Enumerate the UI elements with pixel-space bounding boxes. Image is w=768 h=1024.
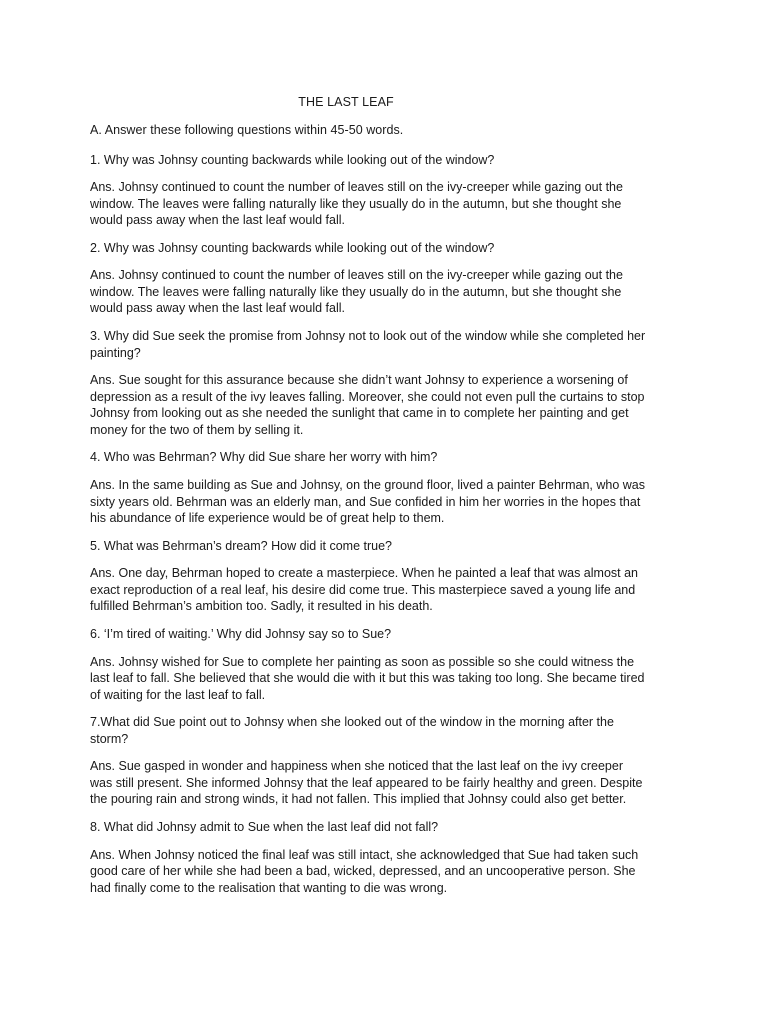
answer-text (90, 654, 690, 704)
answer-text (90, 565, 690, 615)
answer-line: sixty years old. Behrman was an elderly man, and Sue confided in him her worries in the hopes that (90, 494, 641, 509)
answer-line: exact reproduction of a real leaf, his desire did come true. This masterpiece saved a young life and (90, 582, 636, 597)
answer-line: Ans. Sue sought for this assurance because she didn’t want Johnsy to experience a worsening of (90, 373, 628, 388)
answer-line: window. The leaves were falling naturally like they usually do in the autumn, but she thought she (90, 284, 622, 299)
answer-line: Johnsy from looking out as she needed the sunlight that came in to complete her painting and get (90, 406, 629, 421)
answer-text (90, 477, 690, 527)
answer-text (90, 372, 690, 438)
question-answer-list (90, 152, 690, 897)
answer-line: Ans. Johnsy continued to count the number of leaves still on the ivy-creeper while gazing out the (90, 180, 623, 194)
answer-line: last leaf to fall. She believed that she would die with it but this was taking too long. She became tired (90, 671, 645, 686)
answer-line: Ans. Johnsy wished for Sue to complete her painting as soon as possible so she could witness the (90, 654, 635, 669)
qa-item (90, 819, 690, 896)
answer-line: Ans. In the same building as Sue and Johnsy, on the ground floor, lived a painter Behrman, who was (90, 477, 645, 492)
answer-line: Ans. Sue gasped in wonder and happiness when she noticed that the last leaf on the ivy creeper (90, 759, 623, 774)
answer-line: would pass away when the last leaf would fall. (90, 213, 346, 228)
qa-item (90, 714, 690, 808)
question-text: 5. What was Behrman’s dream? How did it come true? (90, 538, 392, 553)
qa-item (90, 449, 690, 526)
qa-item (90, 152, 690, 229)
question-text: 6. ‘I’m tired of waiting.’ Why did Johnsy say so to Sue? (90, 627, 392, 641)
question-text: 3. Why did Sue seek the promise from Johnsy not to look out of the window while she completed her painting? (90, 329, 646, 360)
answer-line: Ans. One day, Behrman hoped to create a masterpiece. When he painted a leaf that was almost an (90, 566, 639, 581)
qa-item (90, 328, 690, 438)
question-text: 8. What did Johnsy admit to Sue when the last leaf did not fall? (90, 820, 439, 835)
answer-line: was still present. She informed Johnsy that the leaf appeared to be fairly healthy and green. Despite (90, 775, 643, 790)
answer-line: money for the two of them by selling it. (90, 422, 304, 437)
answer-line: would pass away when the last leaf would fall. (90, 301, 346, 316)
answer-line: of waiting for the last leaf to fall. (90, 687, 266, 702)
instruction-text: A. Answer these following questions within 45-50 words. (90, 123, 404, 137)
answer-line: good care of her while she had been a bad, wicked, depressed, and an uncooperative person. She (90, 864, 636, 879)
question-text: 4. Who was Behrman? Why did Sue share her worry with him? (90, 450, 438, 465)
document-title: THE LAST LEAF (298, 95, 394, 109)
answer-line: window. The leaves were falling naturally like they usually do in the autumn, but she thought she (90, 196, 622, 211)
answer-text (90, 179, 690, 229)
answer-line: fulfilled Behrman’s ambition too. Sadly, it resulted in his death. (90, 599, 433, 614)
qa-item (90, 626, 690, 703)
answer-text (90, 847, 690, 897)
answer-text (90, 758, 690, 808)
question-text: 7.What did Sue point out to Johnsy when she looked out of the window in the morning after the storm? (90, 715, 614, 746)
answer-line: his abundance of life experience would be of great help to them. (90, 511, 445, 526)
answer-text (90, 267, 690, 317)
answer-line: depression as a result of the ivy leaves falling. Moreover, she could not even pull the curtains to stop (90, 389, 645, 404)
answer-line: had finally come to the realisation that wanting to die was wrong. (90, 880, 448, 895)
qa-item (90, 240, 690, 317)
answer-line: Ans. Johnsy continued to count the number of leaves still on the ivy-creeper while gazing out the (90, 268, 623, 283)
qa-item (90, 538, 690, 615)
document-body (90, 122, 690, 907)
question-text: 2. Why was Johnsy counting backwards while looking out of the window? (90, 240, 495, 255)
answer-line: Ans. When Johnsy noticed the final leaf was still intact, she acknowledged that Sue had taken such (90, 847, 639, 862)
answer-line: the pouring rain and strong winds, it had not fallen. This implied that Johnsy could also get better. (90, 792, 627, 807)
question-text: 1. Why was Johnsy counting backwards while looking out of the window? (90, 152, 495, 167)
